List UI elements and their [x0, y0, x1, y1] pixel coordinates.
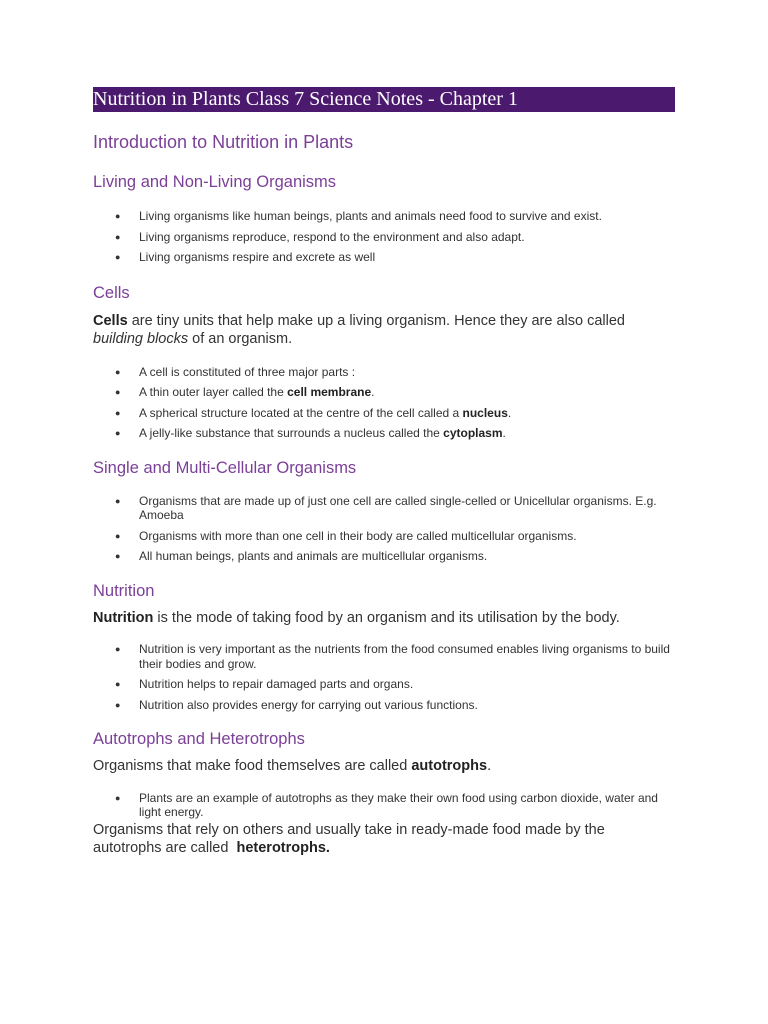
nutrition-paragraph: Nutrition is the mode of taking food by an organism and its utilisation by the body. — [93, 609, 620, 626]
list-item: ● Organisms with more than one cell in their body are called multicellular organisms. — [115, 528, 577, 543]
cells-paragraph: Cells are tiny units that help make up a living organism. Hence they are also called building blocks of an organism. — [93, 312, 625, 347]
list-item: ● Nutrition is very important as the nutrients from the food consumed enables living organisms to build their bodies and grow. — [115, 642, 670, 671]
single-multi-list — [93, 494, 675, 564]
single-multi-heading: Single and Multi-Cellular Organisms — [93, 458, 357, 477]
bullet-icon: ● — [115, 699, 121, 710]
list-item: ● A cell is constituted of three major parts : — [115, 364, 356, 379]
auto-hetero-list — [93, 791, 675, 820]
bullet-icon: ● — [115, 231, 121, 242]
nutrition-heading: Nutrition — [93, 581, 155, 600]
list-item: ● Organisms that are made up of just one cell are called single-celled or Unicellular organisms. E.g. Amoeba — [115, 493, 657, 522]
bullet-icon: ● — [115, 679, 121, 689]
list-item: ● Living organisms like human beings, plants and animals need food to survive and exist. — [115, 209, 602, 223]
bullet-icon: ● — [115, 387, 121, 397]
bullet-icon: ● — [115, 407, 121, 418]
bullet-icon: ● — [115, 644, 121, 654]
bullet-icon: ● — [115, 551, 121, 561]
list-item: ● Living organisms respire and excrete as well — [115, 250, 376, 264]
bullet-icon: ● — [115, 530, 121, 541]
cells-list — [93, 365, 675, 441]
bullet-icon: ● — [115, 366, 121, 377]
bullet-icon: ● — [115, 792, 121, 803]
list-item: ● All human beings, plants and animals are multicellular organisms. — [115, 549, 488, 563]
living-list — [93, 209, 675, 265]
list-item: ● Plants are an example of autotrophs as they make their own food using carbon dioxide, water and light energy. — [115, 790, 658, 819]
autotrophs-paragraph: Organisms that make food themselves are called autotrophs. — [93, 758, 492, 774]
cells-heading: Cells — [93, 283, 130, 302]
nutrition-list — [93, 642, 675, 712]
bullet-icon: ● — [115, 428, 121, 438]
list-item: ● Nutrition helps to repair damaged parts and organs. — [115, 677, 414, 691]
list-item: ● Nutrition also provides energy for carrying out various functions. — [115, 697, 478, 712]
list-item: ● A thin outer layer called the cell membrane. — [115, 385, 375, 399]
list-item: ● A spherical structure located at the centre of the cell called a nucleus. — [115, 405, 512, 420]
intro-heading: Introduction to Nutrition in Plants — [93, 132, 354, 152]
document-page — [93, 87, 675, 858]
bullet-icon: ● — [115, 252, 121, 262]
bullet-icon: ● — [115, 495, 121, 506]
bullet-icon: ● — [115, 211, 121, 221]
heterotrophs-paragraph: Organisms that rely on others and usually take in ready-made food made by the autotrophs are called heterotrophs. — [93, 821, 609, 856]
list-item: ● A jelly-like substance that surrounds a nucleus called the cytoplasm. — [115, 426, 506, 440]
list-item: ● Living organisms reproduce, respond to the environment and also adapt. — [115, 229, 525, 244]
document-title: Nutrition in Plants Class 7 Science Notes - Chapter 1 — [93, 87, 675, 112]
living-heading: Living and Non-Living Organisms — [93, 173, 337, 191]
auto-hetero-heading: Autotrophs and Heterotrophs — [93, 730, 305, 748]
